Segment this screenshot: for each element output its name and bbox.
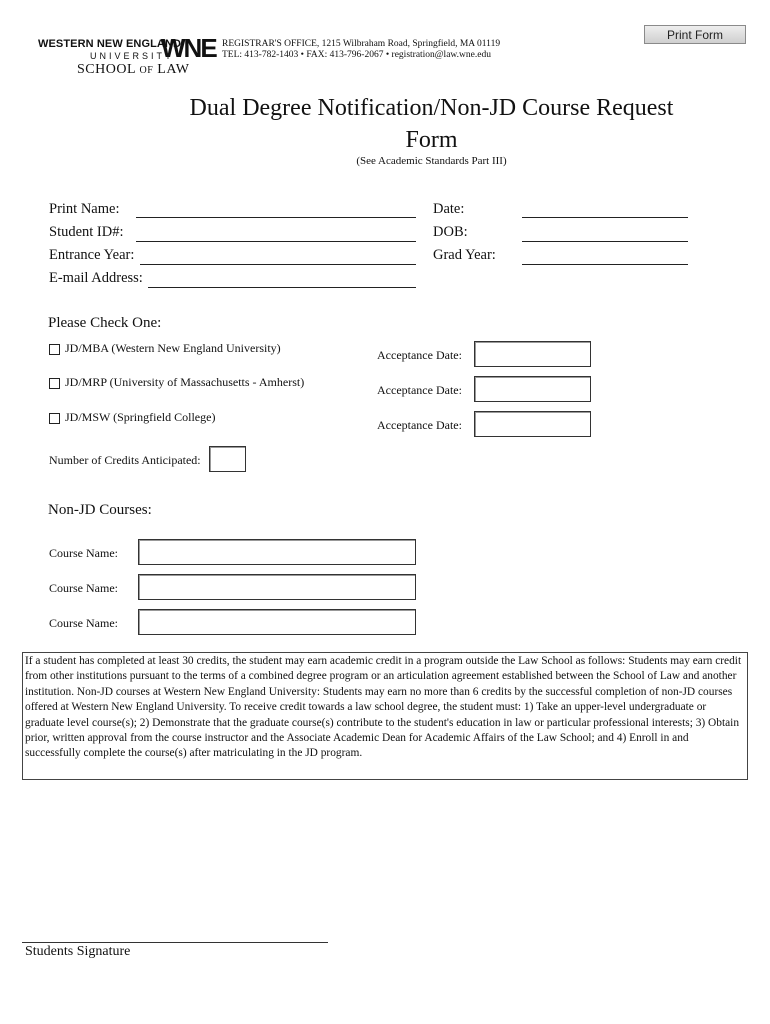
dob-line[interactable] (522, 241, 688, 242)
jd-mba-label: JD/MBA (Western New England University) (65, 341, 281, 355)
school-name: SCHOOL of LAW (77, 62, 190, 77)
university-name: WESTERN NEW ENGLAND (38, 38, 182, 50)
signature-line[interactable] (22, 942, 328, 943)
student-id-label: Student ID#: (49, 224, 124, 240)
print-name-line[interactable] (136, 217, 416, 218)
registrar-contact: TEL: 413-782-1403 • FAX: 413-796-2067 • registration@law.wne.edu (222, 50, 491, 60)
jd-mba-checkbox[interactable] (49, 344, 60, 355)
date-label: Date: (433, 201, 465, 217)
course-name-label: Course Name: (49, 581, 118, 595)
signature-label: Students Signature (25, 944, 131, 959)
print-name-label: Print Name: (49, 201, 120, 217)
entrance-year-label: Entrance Year: (49, 247, 135, 263)
wne-logo: WNE (161, 33, 216, 63)
course-name-label: Course Name: (49, 546, 118, 560)
form-title-line2: Form (405, 127, 458, 153)
dob-label: DOB: (433, 224, 468, 240)
university-sub: UNIVERSITY (90, 51, 175, 61)
form-title (0, 92, 770, 156)
email-line[interactable] (148, 287, 416, 288)
form-subtitle: (See Academic Standards Part III) (356, 155, 507, 167)
jd-mrp-acceptance-date-field[interactable] (474, 376, 591, 402)
email-label: E-mail Address: (49, 270, 143, 286)
course-name-label: Course Name: (49, 616, 118, 630)
acceptance-date-label: Acceptance Date: (377, 348, 462, 362)
jd-msw-acceptance-date-field[interactable] (474, 411, 591, 437)
acceptance-date-label: Acceptance Date: (377, 383, 462, 397)
course-name-field-3[interactable] (138, 609, 416, 635)
date-line[interactable] (522, 217, 688, 218)
acceptance-date-label: Acceptance Date: (377, 418, 462, 432)
credit-policy-notice: If a student has completed at least 30 credits, the student may earn academic credit in a program outside the Law School as follows: Students may earn credit from other institutions pursuant to the terms of a combined degree program or an articulation agreement established between the School of Law and another institution. Non-JD courses at Western New England University: Students may earn no more than 6 credits by the successful completion of non-JD courses offered at Western New England University. To receive credit towards a law school degree, the student must: 1) Take an upper-level undergraduate or graduate level course(s); 2) Demonstrate that the graduate course(s) contribute to the student's education in law or particular professional interests; 3) Obtain prior, written approval from the course instructor and the Associate Academic Dean for Academic Affairs of the Law School; and 4) Enroll in and successfully complete the course(s) after matriculating in the JD program. (22, 652, 748, 780)
course-name-field-1[interactable] (138, 539, 416, 565)
grad-year-line[interactable] (522, 264, 688, 265)
entrance-year-line[interactable] (140, 264, 416, 265)
registrar-address: REGISTRAR'S OFFICE, 1215 Wilbraham Road, Springfield, MA 01119 (222, 39, 501, 49)
credits-anticipated-label: Number of Credits Anticipated: (49, 453, 201, 467)
non-jd-courses-heading: Non-JD Courses: (48, 502, 152, 518)
student-id-line[interactable] (136, 241, 416, 242)
credits-anticipated-field[interactable] (209, 446, 246, 472)
print-form-button[interactable]: Print Form (644, 25, 746, 44)
jd-mrp-label: JD/MRP (University of Massachusetts - Amherst) (65, 375, 305, 389)
jd-msw-checkbox[interactable] (49, 413, 60, 424)
check-one-heading: Please Check One: (48, 315, 162, 331)
form-title-line1: Dual Degree Notification/Non-JD Course Request (189, 95, 674, 121)
course-name-field-2[interactable] (138, 574, 416, 600)
jd-mrp-checkbox[interactable] (49, 378, 60, 389)
grad-year-label: Grad Year: (433, 247, 496, 263)
jd-mba-acceptance-date-field[interactable] (474, 341, 591, 367)
jd-msw-label: JD/MSW (Springfield College) (65, 410, 216, 424)
